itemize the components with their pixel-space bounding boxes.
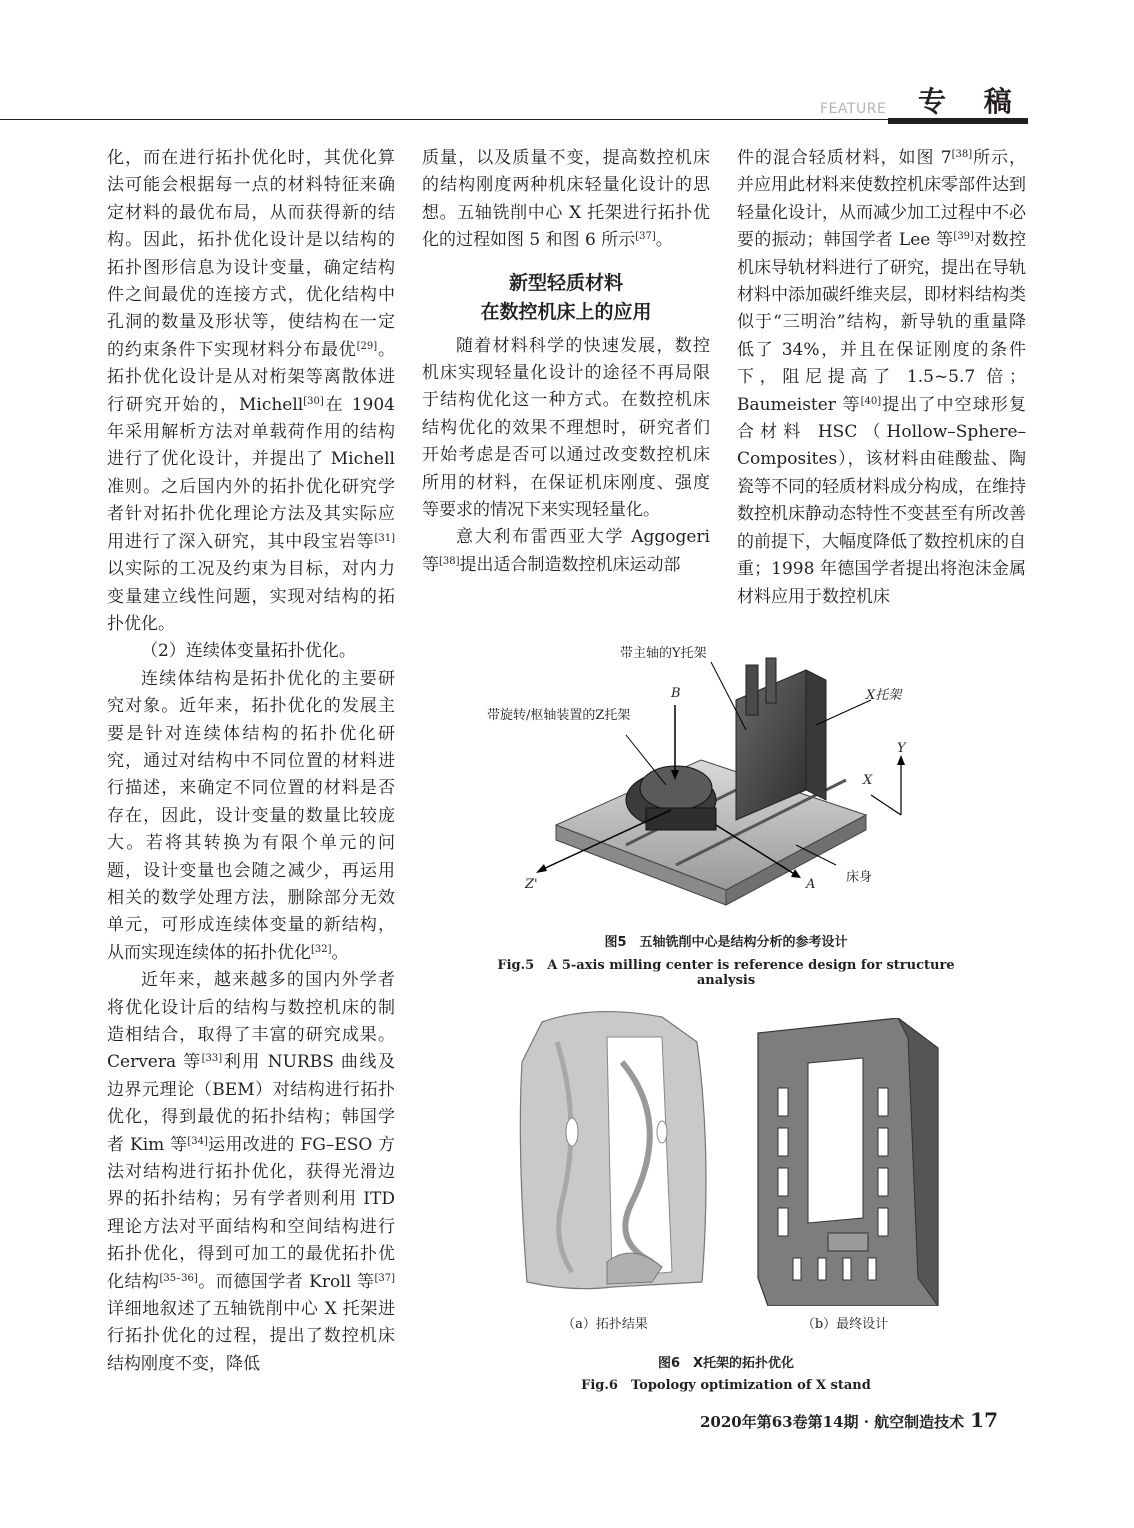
figure-5-caption-cn: 图5 五轴铣削中心是结构分析的参考设计 [604, 935, 848, 950]
page-number: 17 [970, 1408, 999, 1432]
page-footer [700, 1408, 998, 1432]
figure-5-caption-en: Fig.5 A 5-axis milling center is reference design for structure analysis [497, 958, 955, 988]
topology-result-image [512, 1002, 722, 1302]
label-b: B [671, 686, 681, 701]
label-z-stand: 带旋转/枢轴装置的Z托架 [487, 708, 631, 723]
journal-info: 2020年第63卷第14期 · 航空制造技术 [700, 1413, 965, 1431]
header-rule [0, 119, 888, 120]
section-heading: 新型轻质材料 在数控机床上的应用 [480, 271, 652, 323]
paragraph: 质量，以及质量不变，提高数控机床的结构刚度两种机床轻量化设计的思想。五轴铣削中心 X 托架进行拓扑优化的过程如图 5 和图 6 所示[37]。 [422, 148, 710, 251]
subfigure-b-label: （b）最终设计 [801, 1317, 889, 1332]
paragraph: 随着材料科学的快速发展，数控机床实现轻量化设计的途径不再局限于结构优化这一种方式。在数控机床结构优化的效果不理想时，研究者们开始考虑是否可以通过改变数控机床所用的材料，在保证机床刚度、强度等要求的情况下来实现轻量化。 [422, 335, 710, 521]
axis-a-label: A [806, 877, 816, 892]
label-x-stand: X托架 [866, 688, 902, 703]
axis-x-label: X [863, 773, 873, 788]
milling-center-figure [476, 640, 976, 910]
paragraph: 近年来，越来越多的国内外学者将优化设计后的结构与数控机床的制造相结合，取得了丰富的研究成果。Cervera 等[33]利用 NURBS 曲线及边界元理论（BEM）对结构进行拓扑优化，得到最优的拓扑结构；韩国学者 Kim 等[34]运用改进的 FG–ESO 方法对结构进行拓扑优化，获得光滑边界的拓扑结构；另有学者则利用 ITD 理论方法对平面结构和空间结构进行拓扑优化，得到可加工的最优拓扑优化结构[35–36]。而德国学者 Kroll 等[37]详细地叙述了五轴铣削中心 X 托架进行拓扑优化的过程，提出了数控机床结构刚度不变，降低 [107, 970, 396, 1374]
text-column-1 [107, 145, 395, 1378]
paragraph: 化，而在进行拓扑优化时，其优化算法可能会根据每一点的材料特征来确定材料的最优布局，从而获得新的结构。因此，拓扑优化设计是以结构的拓扑图形信息为设计变量，确定结构件之间最优的连接方式，优化结构中孔洞的数量及形状等，使结构在一定的约束条件下实现材料分布最优[29]。拓扑优化设计是从对桁架等离散体进行研究开始的，Michell[30]在 1904 年采用解析方法对单载荷作用的结构进行了优化设计，并提出了 Michell 准则。之后国内外的拓扑优化研究学者针对拓扑优化理论方法及其实际应用进行了深入研究，其中段宝岩等[31]以实际的工况及约束为目标，对内力变量建立线性问题，实现对结构的拓扑优化。 [107, 148, 396, 634]
final-design-image [748, 1018, 948, 1306]
paragraph: 意大利布雷西亚大学 Aggogeri 等[38]提出适合制造数控机床运动部 [422, 527, 710, 575]
axis-y-label: Y [897, 741, 906, 756]
text-column-3 [737, 145, 1026, 611]
label-bed: 床身 [846, 870, 873, 885]
paragraph: 连续体结构是拓扑优化的主要研究对象。近年来，拓扑优化的发展主要是针对连续体结构的拓扑优化研究，通过对结构中不同位置的材料进行描述，来确定不同位置的材料是否存在，因此，设计变量的数量比较庞大。若将其转换为有限个单元的问题，设计变量也会随之减少，再运用相关的数学处理方法，删除部分无效单元，可形成连续体变量的新结构，从而实现连续体的拓扑优化[32]。 [107, 668, 395, 963]
axis-z-label: Z' [525, 877, 538, 892]
feature-label: FEATURE [820, 101, 887, 117]
paragraph: （2）连续体变量拓扑优化。 [141, 641, 356, 662]
subfigure-a-label: （a）拓扑结果 [562, 1317, 648, 1332]
figure-6-caption-cn: 图6 X托架的拓扑优化 [657, 1356, 795, 1371]
label-y-stand: 带主轴的Y托架 [620, 646, 707, 661]
header-bar [888, 118, 1028, 124]
text-column-2 [422, 145, 710, 579]
paragraph: 件的混合轻质材料，如图 7[38]所示，并应用此材料来使数控机床零部件达到轻量化设计，从而减少加工过程中不必要的振动；韩国学者 Lee 等[39]对数控机床导轨材料进行了研究，提出在导轨材料中添加碳纤维夹层，即材料结构类似于“三明治”结构，新导轨的重量降低了 34%，并且在保证刚度的条件下，阻尼提高了 1.5~5.7 倍；Baumeister 等[40]提出了中空球形复合材料 HSC（Hollow–Sphere–Composites），该材料由硅酸盐、陶瓷等不同的轻质材料成分构成，在维持数控机床静动态特性不变甚至有所改善的前提下，大幅度降低了数控机床的自重；1998 年德国学者提出将泡沫金属材料应用于数控机床 [737, 148, 1027, 607]
figure-6-caption-en: Fig.6 Topology optimization of X stand [581, 1378, 871, 1393]
section-title: 专 稿 [918, 85, 1026, 118]
